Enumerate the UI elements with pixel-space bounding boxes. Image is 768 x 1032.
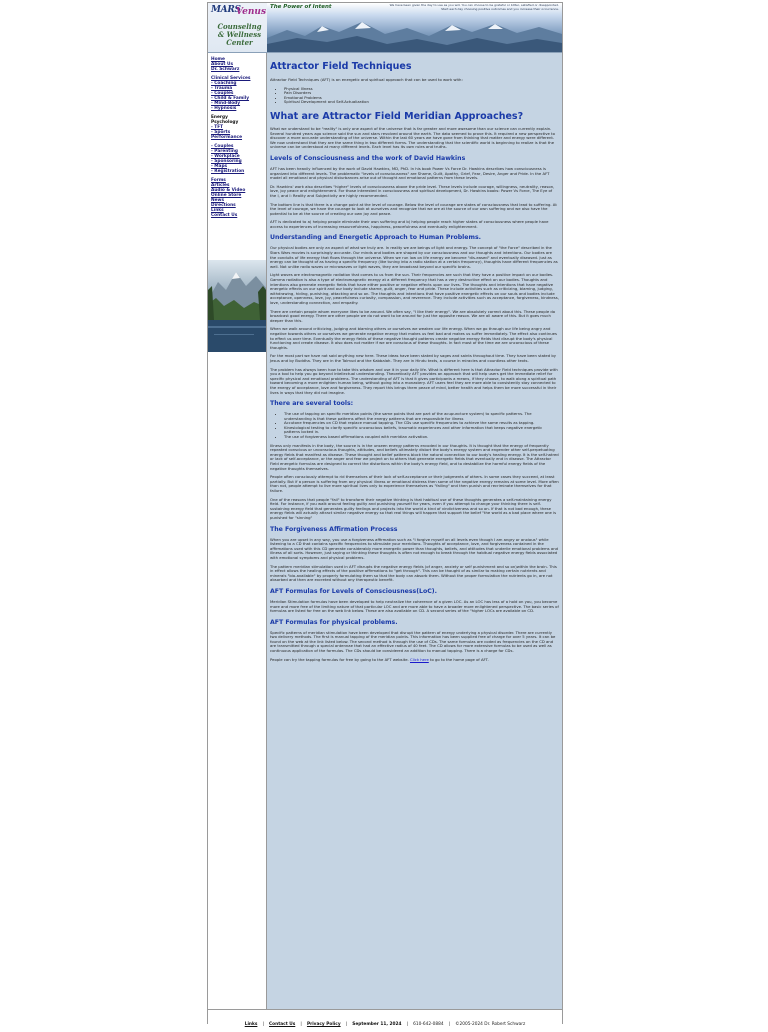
paragraph: People often consciously attempt to rid themselves of their lack of self-acceptance or their judgments of others. In some cases they succeed, at least partially. But if a person is suffering from any physical illness or emotional distress then some of the negative energy remains at some level. More often than not, people attempt to live more spiritual lives only to experience themselves as "failing" and then punish and recriminate themselves for that failure. — [270, 474, 559, 493]
nav-about-us[interactable]: About Us — [211, 62, 234, 67]
intro-paragraph: Attractor Field Techniques (AFT) is an energetic and spiritual approach that can be used to work with: — [270, 77, 463, 82]
nav-trauma[interactable]: - Trauma — [211, 86, 233, 91]
page-frame — [207, 2, 563, 1027]
nav-psychology-heading: Psychology — [211, 120, 239, 125]
aft-click-here-link[interactable]: Click here — [409, 656, 429, 662]
paragraph: The pattern meridian stimulation used in AFT disrupts the negative energy fields (of anger, anxiety or self punishment and so on)within the brain. This in effect allows the healing effects of the positive affirmations to "get through". This can be thought of as similar to making certain nutrients and minerals "bio-available" by properly formulating them so that the body can absorb them. Without the proper formulation the nutrients go in, are not absorbed and then are excreted without any therapeutic benefit. — [270, 563, 557, 583]
bullet-item: • Pain Disorders — [284, 91, 559, 96]
bullet-item: • Spiritual Development and Self-Actualization — [284, 100, 559, 105]
nav-online-store[interactable]: Online Store — [211, 193, 242, 198]
logo-line-2: & Wellness — [217, 30, 262, 39]
site-logo[interactable] — [208, 3, 267, 52]
logo-mars-text: MARS — [211, 5, 241, 15]
nav-directions[interactable]: Directions — [211, 203, 236, 208]
logo-venus-text: Venus — [236, 7, 267, 17]
paragraph: There are certain people whom everyone likes to be around. We often say, "I like their energy". We are absolutely correct about this. These people do broadcast good energy. There are other people we do not want to be around for just the opposite reason. We are all aware of this. But it goes much deeper than this. — [270, 308, 556, 323]
nav-articles[interactable]: Articles — [211, 183, 230, 188]
nav-audio-video[interactable]: Audio & Video — [211, 188, 246, 193]
banner-title: The Power of Intent — [270, 4, 332, 10]
footer-separator: | — [406, 1022, 409, 1027]
nav-child-family[interactable]: - Child & Family — [211, 96, 250, 101]
footer-links-link[interactable]: Links — [244, 1022, 258, 1027]
nav-mind-body[interactable]: - Mind-Body — [211, 101, 241, 106]
paragraph: For the most part we have not said anything new here. These ideas have been stated by sages and saints throughout time. They have been stated by Jesus and by Buddha. They are in the Talmud and the Kabbalah. They are in Hindu texts, a course in miracles and countless other texts. — [270, 353, 557, 363]
nav-contact-us[interactable]: Contact Us — [211, 213, 238, 218]
paragraph: The problem has always been how to take this wisdom and use it in your daily life. What is different here is that Attractor Field techniques provide with you a tool to help you go beyond intellectual understanding. Theoretically AFT provides an approach that will help users get the immediate relief for specific physical and emotional problems. The understanding of AFT is that it gives participants a means, if they choose, to walk along a spiritual path toward becoming a more enlighten human being, without going into a monastery. AFT users feel they are more able to consistently stay connected to the energy of acceptance, love and forgiveness. They report this brings them peace of mind, better health and helps them be more successful in their lives in ways that they did not imagine. — [270, 366, 558, 395]
footer-privacy-link[interactable]: Privacy Policy — [306, 1022, 341, 1027]
link-lead-text: People can try the tapping formulas for free by going to the AFT website. — [270, 656, 409, 662]
footer-copyright: ©2005-2024 Dr. Robert Schwarz — [455, 1022, 526, 1027]
footer-separator: | — [345, 1022, 348, 1027]
paragraph: Illness only manifests in the body, the source is in the unseen energy patterns encoded in our thoughts. It is thought that the energy of frequently repeated conscious or unconscious thoughts, attitudes, and beliefs ultimately distort the body's energy system and engender other self-perpetuating energy fields that manifest as disease. These thought and belief patterns block the natural connection to our body's healing energy. It is the self-hatred or lack of self-acceptance, or the anger and fear we project on to others that generate energetic fields that eventually end in disease. The Attractor Field energetic formulas are designed to correct the distortions within the body's energy field, and to destabilize the harmful energy fields of the negative thoughts themselves. — [270, 442, 559, 471]
footer-separator: | — [300, 1022, 302, 1027]
paragraph: One of the reasons that people "fail" to transform their negative thinking is that habitual use of these thoughts generates a self-maintaining energy field. For instance, if you walk around feeling guilty and punishing yourself for years, even if you attempt to change your thinking there is self-sustaining energy field that generates guilty feelings and projects into the world a kind of vindictiveness and so on. If that is not bad enough, these energy fields will actually attract similar negative energy so that real things will happen that support the belief "the world as a bad place where one is punished for "sinning" — [270, 496, 557, 520]
footer-date: September 11, 2024 — [352, 1022, 402, 1027]
tools-list — [284, 412, 559, 440]
paragraph: Dr. Hawkins' work also describes "higher" levels of consciousness above the pride level. These levels include courage, willingness, neutrality, reason, love, joy peace and enlightenment. For those interested in consciousness and spiritual development, Dr. Hawkins books: Power Vs Force, The Eye of the I, and I: Reality and Subjectivity are highly recommended. — [270, 183, 555, 198]
banner-image — [267, 3, 562, 52]
mountain-banner-graphic — [267, 20, 562, 52]
nav-parenting[interactable]: - Parenting — [211, 149, 238, 154]
bullet-item: • Physical Illness — [284, 87, 559, 92]
nav-links — [211, 57, 265, 218]
footer — [208, 1009, 562, 1027]
banner-quote: We have been given the day to use as you will. You can choose to be grateful or bitter, satisfied or disappointed. Start each day choosing positive outcomes and you increase their occurrence. — [389, 3, 559, 11]
nav-forms[interactable]: Forms — [211, 178, 226, 183]
nav-sports[interactable]: - Sports — [211, 130, 231, 135]
paragraph: Meridian Stimulation formulas have been developed to help neutralize the coherence of a given LOC. As an LOC has less of a hold on you, you become more and more free of the limiting nature of that particular LOC and are more able to have a broader more enlightened perspective. The basic series of formulas are listed for free on the web link below. These are also available on CD. A second series of the "higher LOCs are available on CD. — [270, 598, 559, 614]
logo-line-3: Center — [226, 38, 253, 47]
page-title: Attractor Field Techniques — [270, 61, 412, 72]
tool-item: • Kinesiological testing to clarify specific unconscious beliefs, traumatic experiences and other information that keeps negative energetic patterns locked in. — [284, 426, 559, 435]
nav-performance[interactable]: Performance — [211, 135, 243, 140]
nav-news[interactable]: News — [211, 198, 225, 203]
tool-item: • The use of tapping on specific meridian points (the same points that are part of the acupuncture system) to specific patterns. The understanding is that these patterns affect the energy patterns that are responsible for illness — [284, 412, 559, 421]
heading-levels: Levels of Consciousness and the work of David Hawkins — [270, 154, 466, 162]
paragraph-with-link — [270, 658, 559, 663]
footer-separator: | — [262, 1022, 264, 1027]
nav-hypnosis[interactable]: - Hypnosis — [211, 106, 237, 111]
nav-maps[interactable]: - Maps — [211, 164, 228, 169]
heading-tools: There are several tools: — [270, 400, 354, 408]
paragraph: AFT is dedicated to a) helping people eliminate their own suffering and b) helping people reach higher states of consciousness where people have access to experiences of increasing resourcefulness, happiness, peacefulness and eventually enlightenment. — [270, 219, 549, 229]
paragraph: When we walk around criticizing, judging and blaming others or ourselves we weaken our life energy. When we go through our life being angry and negative towards others or ourselves we generate negative energy that makes us feel bad and makes us suffer immediately. The effect also continues to effect us over time. Eventually the energy fields of these negative thought patterns create negative energy fields that disrupt the body's physical functioning and create disease. It also does not matter if we are conscious of these thoughts. In fact most of the time we are unconscious of these thoughts. — [270, 326, 557, 350]
nav-couples-2[interactable]: - Couples — [211, 144, 234, 149]
main-content — [267, 53, 562, 1009]
left-navigation — [208, 53, 267, 1019]
nav-couples[interactable]: - Couples — [211, 91, 234, 96]
header — [208, 3, 562, 53]
paragraph: Specific patterns of meridian stimulation have been developed that disrupt the pattern of energy underlying a physical disorder. There are currently two delivery methods. The first is manual tapping of the meridian points. This information has been supplied free of charge for over 5 years. It can be found on the web at the link listed below. The second method is through the use of CDs. The same formulas are coded as frequencies on the CD and are transmitted through a special antennae that had an effective radius of 40 feet. The CD allows for more extensive formulas to be used as well as continuous application of the formulas. The CDs should be considered an addition to manual tapping. There is a charge for CDs. — [270, 629, 556, 654]
nav-coaching[interactable]: - Coaching — [211, 81, 237, 86]
footer-separator: | — [448, 1022, 451, 1027]
heading-formulas-loc: AFT Formulas for Levels of Consciousness(LoC). — [270, 587, 437, 595]
heading-forgiveness: The Forgiveness Affirmation Process — [270, 525, 398, 533]
paragraph: Light waves are electromagnetic radiation that comes to us from the sun. Their frequencies are such that they have a positive impact on our bodies. Gamma radiation is also a type of electromagnetic energy at a different frequency that has a very destructive effect on our bodies. Thoughts and intentions also generate energetic fields that have either positive or negative effects upon our lives. The thoughts and intentions that have negative energetic effects on our spirit and our body include shame, guilt, anger, fear and pride. These include activities such as criticizing, blaming, judging, withdrawing, hiding, punishing, attacking and so on. The thoughts and intentions that have positive energetic effects on our souls and bodies include acceptance, openness, love, joy, peacefulness curiosity, compassion, and reverence. They include activities such as acceptance, forgiveness, kindness, love, understanding connection, and empathy. — [270, 272, 559, 305]
heading-what-are: What are Attractor Field Meridian Approaches? — [270, 110, 524, 122]
logo-line-1: Counseling — [217, 22, 262, 31]
heading-formulas-physical: AFT Formulas for physical problems. — [270, 618, 398, 626]
link-trail-text: to go to the home page of AFT. — [430, 656, 489, 662]
lake-mountain-photo — [208, 260, 266, 352]
nav-clinical-services[interactable]: Clinical Services — [211, 76, 251, 81]
nav-workplace[interactable]: - Workplace — [211, 154, 240, 159]
tool-item: • Accutone frequencies on CD that replace manual tapping. The CDs use specific frequencies to achieve the same results as tapping. — [284, 421, 559, 426]
nav-energy-heading: Energy — [211, 115, 228, 120]
paragraph: Our physical bodies are only an aspect of what we truly are. In reality we are beings of light and energy. The concept of "the Force" described in the Stars Wars movies is surprisingly accurate. Our minds and bodies are shaped by our consciousness and our thoughts and intentions. Our bodies are the conduits of life energy that flows through the universe. When we run low on life energy we become "dis-eased" and eventually diseased. Just as energy can be thought of as having a specific frequency (like tuning into a radio station at a certain frequency), thoughts have different frequencies as well. Not unlike radio waves or microwaves or light waves, they are broadcast beyond our specific brains. — [270, 245, 558, 269]
bullet-item: • Emotional Problems — [284, 96, 559, 101]
paragraph: AFT has been heavily influenced by the work of David Hawkins, MD, PhD. In his book Power Vs Force Dr. Hawkins describes how consciousness is organized into different levels. The problematic "levels of consciousness" are Shame, Guilt, Apathy, Grief, Fear, Desire, Anger and Pride. In the AFT model all emotional and physical disturbances arise out of thought and emotional patterns from these levels. — [270, 165, 550, 181]
footer-contact-link[interactable]: Contact Us — [269, 1022, 296, 1027]
paragraph: The bottom line is that there is a change point at the level of courage. Below the level of courage are states of consciousness that lead to suffering. At the level of courage, we have the courage to look at ourselves and recognize that we are at the source of our own suffering and we also have the potential to be at the source of creating our own joy and peace. — [270, 201, 557, 216]
heading-understanding: Understanding and Energetic Approach to Human Problems. — [270, 234, 481, 242]
logo-tagline — [212, 23, 267, 47]
intro-bullets — [284, 87, 559, 105]
nav-sponsoring[interactable]: - Sponsoring — [211, 159, 242, 164]
paragraph: When you are upset in any way, you use a forgiveness affirmation such as "I forgive myself on all levels even though I am angry or anxious" while listening to a CD that contains specific frequencies to stimulate your meridians. Thoughts of acceptance, love, and forgiveness contained in the affirmations used with this CD generate considerably more energetic power than thoughts, beliefs, and attitudes that underlie emotional problems and illness of all sorts. However, just saying or thinking these thoughts is often not enough to break through the habitual negative energy fields associated with emotional symptoms and physical problems. — [270, 536, 559, 560]
nav-registration[interactable]: - Registration — [211, 169, 245, 174]
nav-links[interactable]: Links — [211, 208, 224, 213]
footer-phone: 610-642-0884 — [413, 1022, 444, 1027]
nav-home[interactable]: Home — [211, 57, 225, 62]
paragraph: What we understand to be "reality" is only one aspect of the universe that is far greater and more awesome than our science can currently explain. Several hundred years ago science said the sun and stars revolved around the earth. The data seemed to prove this. It required a new perspective to discover a more accurate understanding of the universe. Within the last 60 years we have gone from thinking that matter and energy were different. We now understand that they are the same thing in two different forms. The understanding that the scientific world is beginning to realize is that the universe can be understood at many different levels. Each level has its own rules and truths. — [270, 125, 555, 150]
nav-dr-schwarz[interactable]: Dr. Schwarz — [211, 67, 240, 72]
nav-tft[interactable]: - TFT — [211, 125, 224, 130]
lake-scene-graphic — [208, 260, 266, 352]
tool-item: • The use of forgiveness based affirmations coupled with meridian activation. — [284, 435, 559, 440]
